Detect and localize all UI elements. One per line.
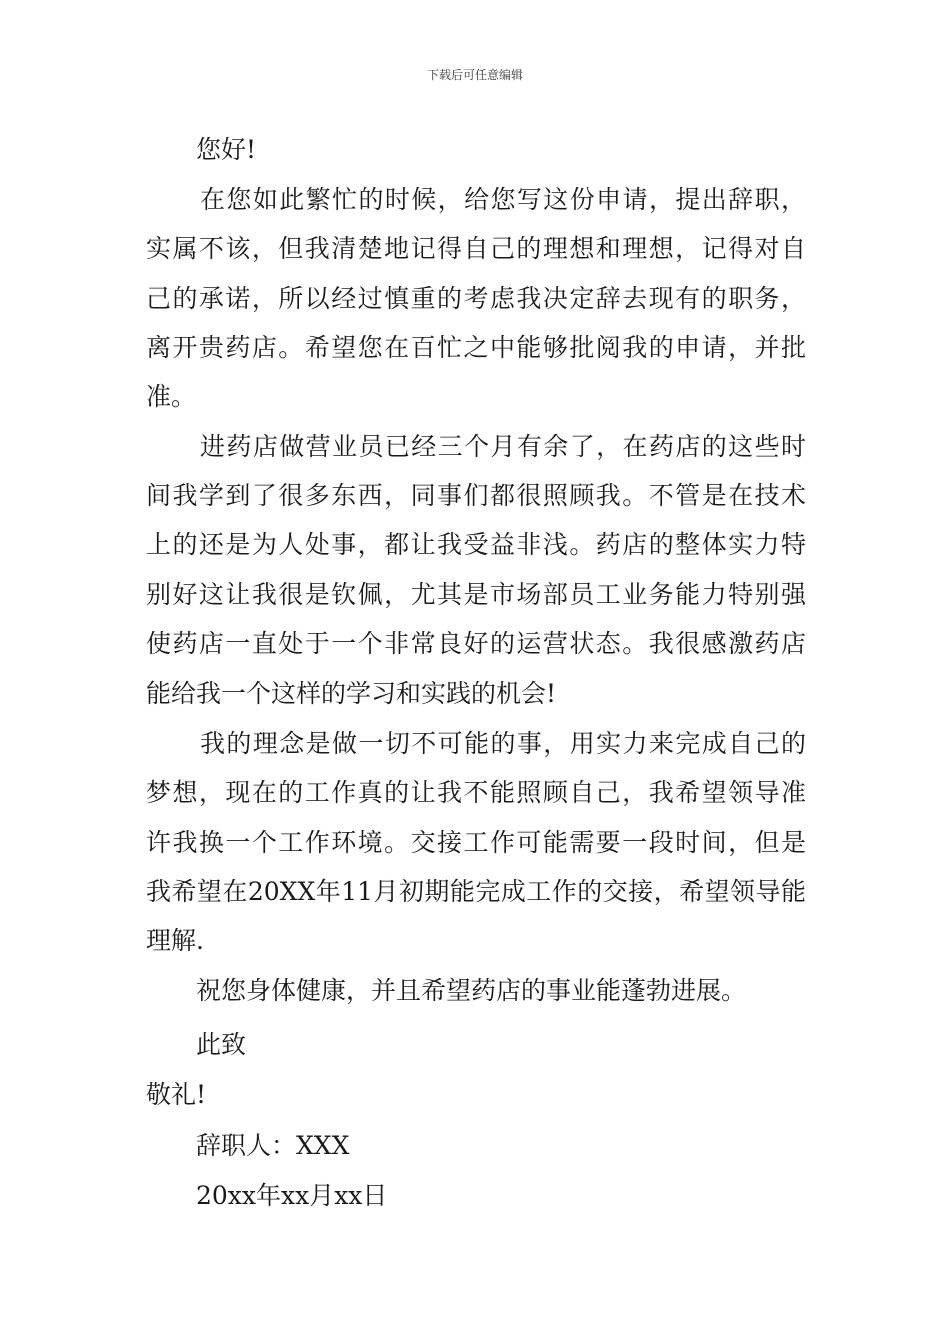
paragraph-1-line: 准。 xyxy=(146,382,197,411)
greeting: 您好! xyxy=(196,135,257,164)
paragraph-2-line: 进药店做营业员已经三个月有余了，在药店的这些时 xyxy=(200,432,806,461)
paragraph-2-line: 上的还是为人处事，都让我受益非浅。药店的整体实力特 xyxy=(146,530,806,559)
paragraph-3-line: 理解. xyxy=(146,926,204,955)
paragraph-1-line: 实属不该，但我清楚地记得自己的理想和理想，记得对自 xyxy=(146,234,806,263)
paragraph-1-line: 在您如此繁忙的时候，给您写这份申请，提出辞职， xyxy=(200,185,806,214)
date: 20xx年xx月xx日 xyxy=(196,1181,388,1210)
paragraph-3-line: 许我换一个工作环境。交接工作可能需要一段时间，但是 xyxy=(146,828,806,857)
closing-regards: 敬礼! xyxy=(146,1080,207,1109)
paragraph-2-line: 能给我一个这样的学习和实践的机会! xyxy=(146,679,557,708)
closing-salutation: 此致 xyxy=(196,1030,247,1059)
paragraph-2-line: 使药店一直处于一个非常良好的运营状态。我很感激药店 xyxy=(146,629,806,658)
paragraph-1-line: 己的承诺，所以经过慎重的考虑我决定辞去现有的职务， xyxy=(146,284,806,313)
paragraph-3-line: 我希望在20XX年11月初期能完成工作的交接，希望领导能 xyxy=(146,877,806,906)
paragraph-3-line: 梦想，现在的工作真的让我不能照顾自己，我希望领导准 xyxy=(146,778,806,807)
paragraph-2-line: 别好这让我很是钦佩，尤其是市场部员工业务能力特别强 xyxy=(146,580,806,609)
wishes: 祝您身体健康，并且希望药店的事业能蓬勃进展。 xyxy=(196,976,747,1005)
paragraph-2-line: 间我学到了很多东西，同事们都很照顾我。不管是在技术 xyxy=(146,481,806,510)
paragraph-3-line: 我的理念是做一切不可能的事，用实力来完成自己的 xyxy=(200,729,806,758)
signer: 辞职人：XXX xyxy=(196,1131,350,1160)
header-note: 下载后可任意编辑 xyxy=(426,68,523,82)
paragraph-1-line: 离开贵药店。希望您在百忙之中能够批阅我的申请，并批 xyxy=(146,333,806,362)
